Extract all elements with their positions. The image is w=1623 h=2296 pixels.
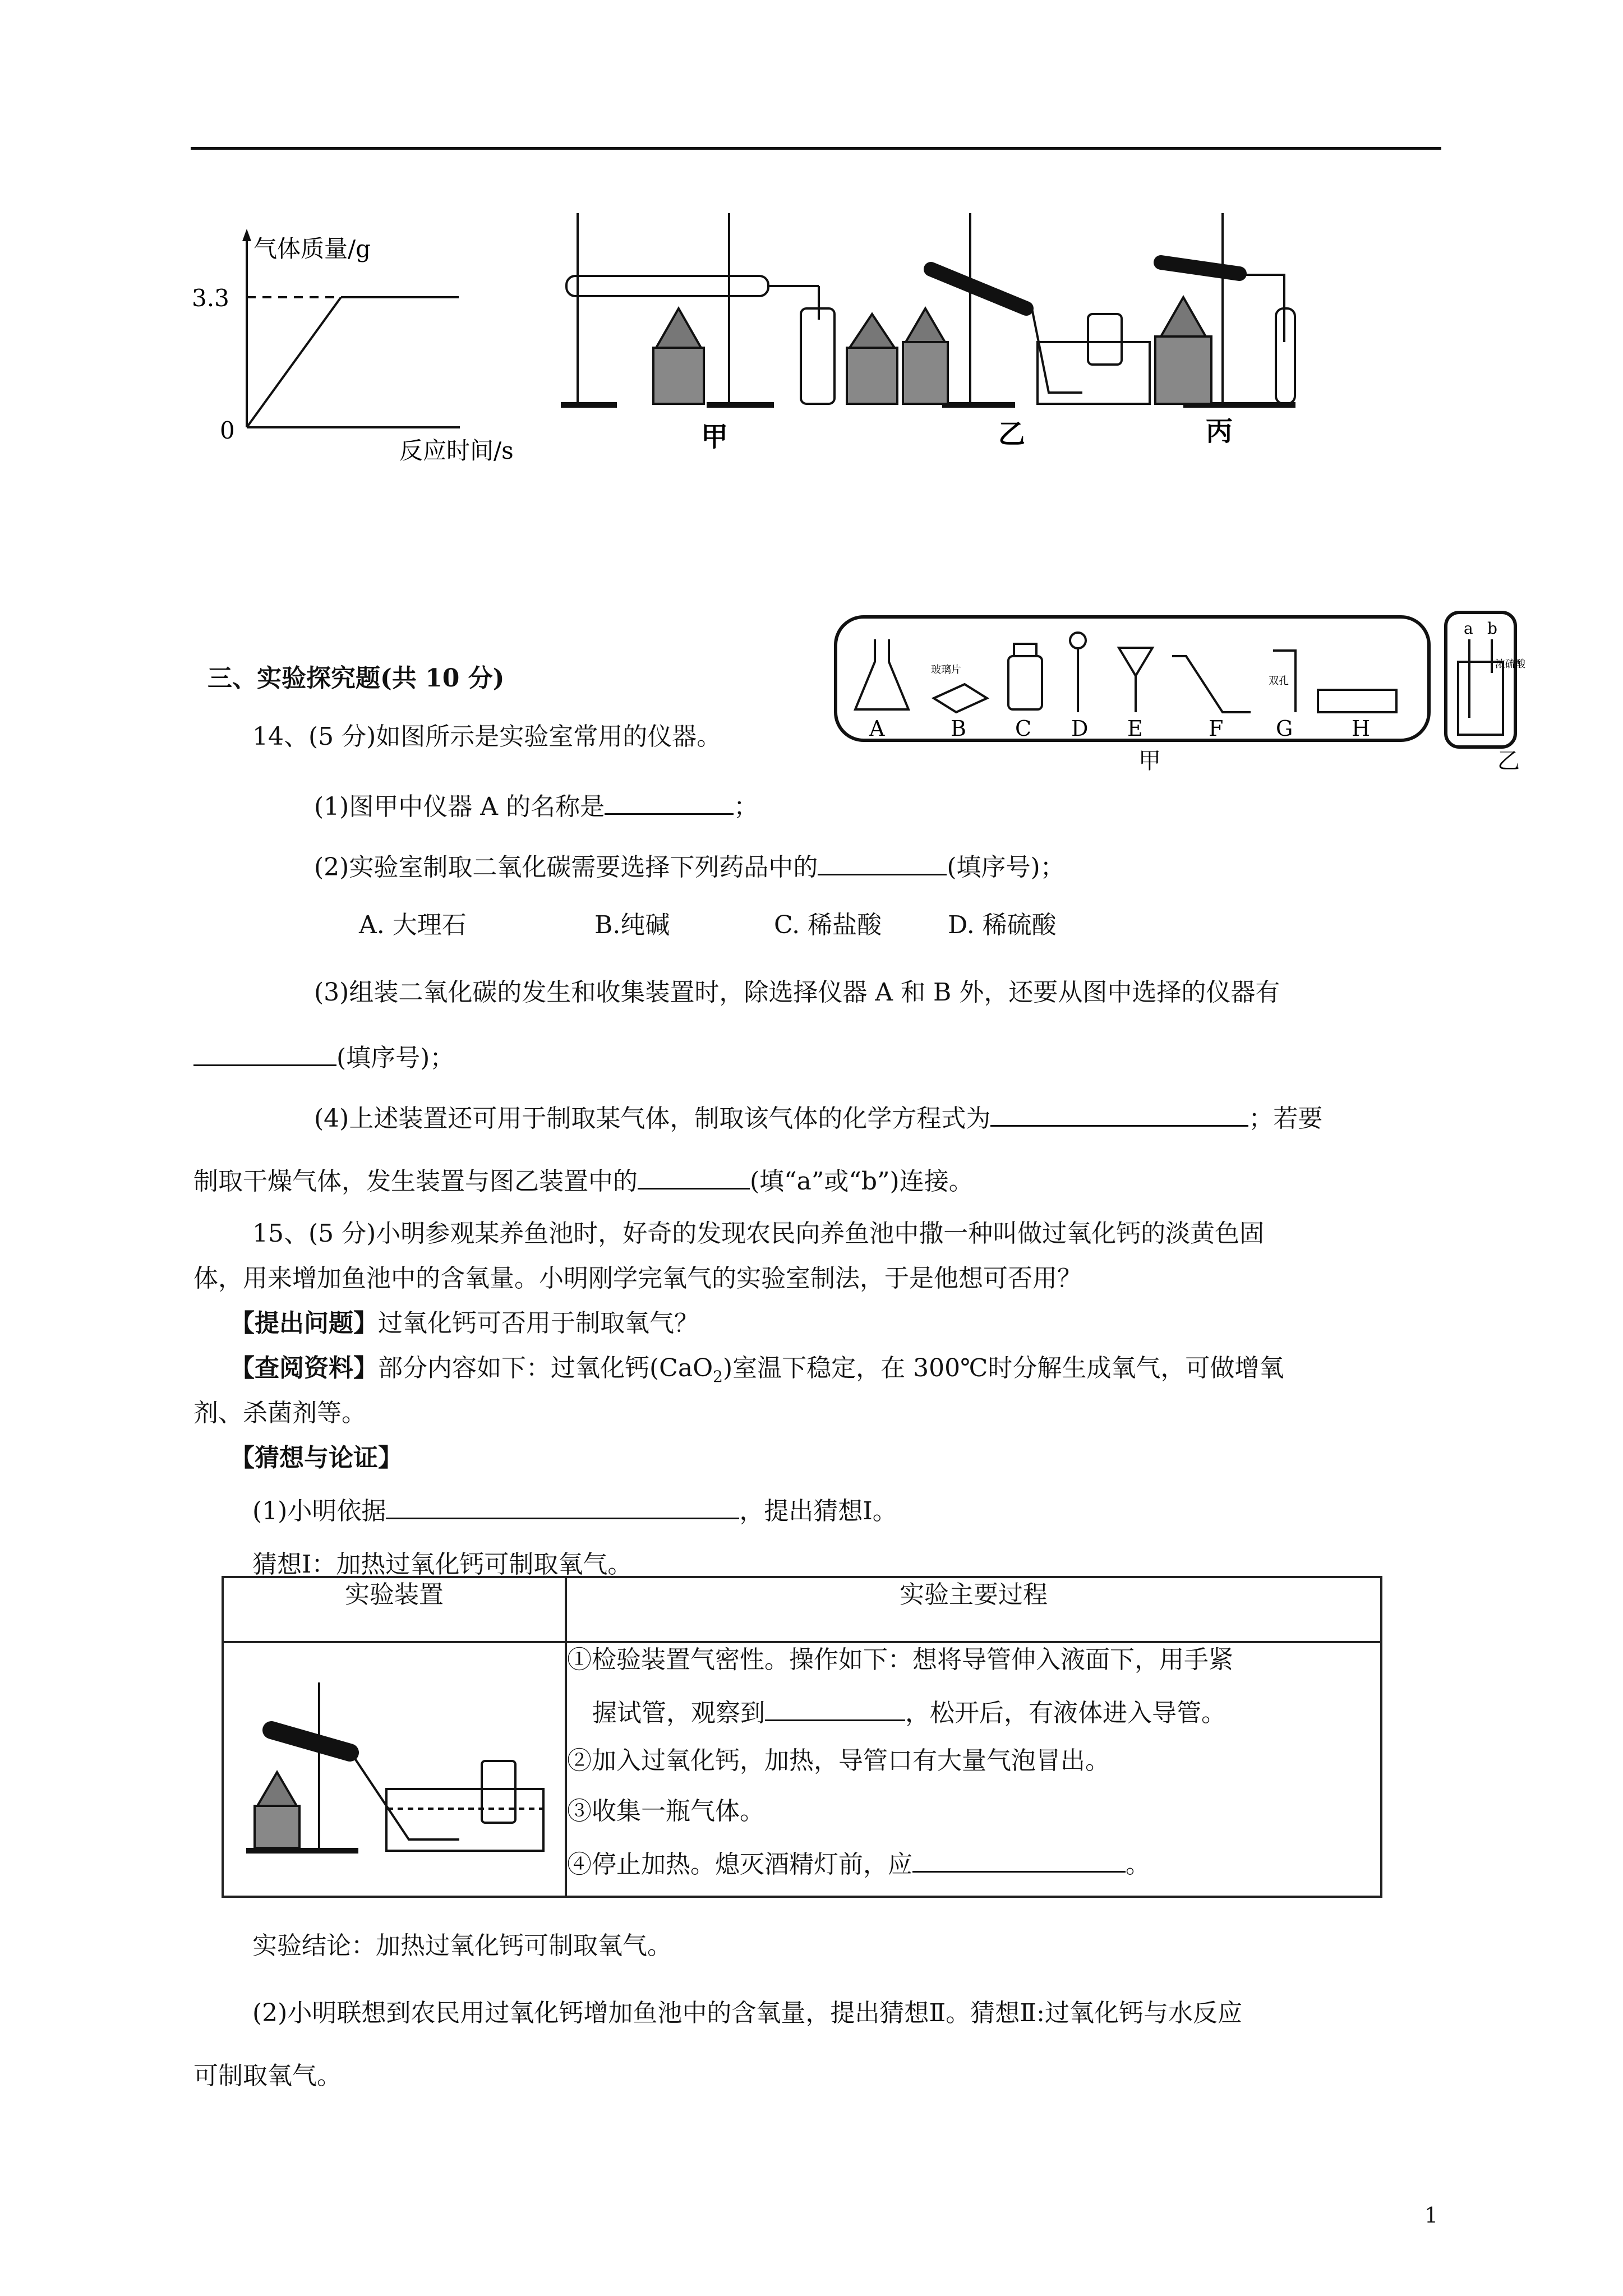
q15-basis-blank[interactable] bbox=[386, 1492, 739, 1519]
step4-prefix: ④停止加热。熄灭酒精灯前，应 bbox=[567, 1850, 912, 1879]
step1-suffix: ，松开后，有液体进入导管。 bbox=[905, 1699, 1226, 1727]
q14-part1-blank[interactable] bbox=[605, 787, 734, 815]
q15-info bbox=[230, 1352, 1284, 1394]
q14-part4-text: (4)上述装置还可用于制取某气体，制取该气体的化学方程式为 bbox=[314, 1104, 991, 1133]
instrument-glass-sheet: 玻璃片 bbox=[931, 664, 961, 676]
q15-basis bbox=[252, 1492, 897, 1528]
q14-part2-blank[interactable] bbox=[818, 848, 947, 875]
q15-part2-line1: (2)小明联想到农民用过氧化钙增加鱼池中的含氧量，提出猜想Ⅱ。猜想Ⅱ:过氧化钙与水反应 bbox=[252, 1999, 1242, 2027]
header-rule bbox=[191, 147, 1441, 150]
q15-hypothesis1: 猜想Ⅰ：加热过氧化钙可制取氧气。 bbox=[252, 1550, 633, 1579]
q14-part1 bbox=[314, 787, 758, 824]
instrument-label-h: H bbox=[1352, 716, 1371, 741]
q14-stem: 14、(5 分)如图所示是实验室常用的仪器。 bbox=[252, 722, 722, 751]
step4 bbox=[567, 1845, 1380, 1896]
apparatus-figure bbox=[555, 202, 1374, 460]
instrument-label-e: E bbox=[1127, 716, 1143, 741]
q15-line2: 体，用来增加鱼池中的含氧量。小明刚学完氧气的实验室制法，于是他想可否用？ bbox=[193, 1264, 1082, 1293]
q15-info-label: 【查阅资料】 bbox=[230, 1354, 378, 1382]
step1-line1: ①检验装置气密性。操作如下：想将导管伸入液面下，用手紧 bbox=[567, 1645, 1233, 1674]
q14-part4-line2-text: 制取干燥气体，发生装置与图乙装置中的 bbox=[193, 1167, 638, 1196]
experiment-table bbox=[222, 1576, 1382, 1898]
instrument-group-jia: 甲 bbox=[1138, 748, 1161, 774]
q15-info-text-a: 部分内容如下：过氧化钙(CaO bbox=[378, 1354, 713, 1382]
q15-question-text: 过氧化钙可否用于制取氧气？ bbox=[378, 1309, 699, 1338]
q15-basis-prefix: (1)小明依据 bbox=[252, 1497, 386, 1525]
gas-mass-graph bbox=[191, 224, 550, 471]
q14-part4-line1 bbox=[314, 1099, 1322, 1136]
table-header-apparatus: 实验装置 bbox=[223, 1577, 566, 1642]
q15-conclusion: 实验结论：加热过氧化钙可制取氧气。 bbox=[252, 1931, 672, 1960]
step4-suffix: 。 bbox=[1126, 1850, 1150, 1879]
q14-part4-line2-end: (填“a”或“b”)连接。 bbox=[750, 1167, 974, 1196]
instrument-port-b: b bbox=[1487, 619, 1497, 638]
instrument-label-d: D bbox=[1071, 716, 1089, 741]
q14-part4-line2 bbox=[193, 1162, 974, 1198]
instrument-label-a: A bbox=[869, 716, 885, 741]
q15-line1: 15、(5 分)小明参观某养鱼池时，好奇的发现农民向养鱼池中撒一种叫做过氧化钙的淡黄色固 bbox=[252, 1219, 1265, 1248]
graph-y-tick: 3.3 bbox=[192, 284, 229, 312]
table-header-process: 实验主要过程 bbox=[566, 1577, 1381, 1642]
experiment-apparatus-diagram bbox=[224, 1643, 560, 1884]
step1-observation-blank[interactable] bbox=[765, 1694, 905, 1721]
step1-line2 bbox=[567, 1694, 1380, 1744]
q14-part2 bbox=[314, 848, 1065, 884]
q15-question bbox=[230, 1307, 699, 1340]
q14-part3-line2 bbox=[193, 1039, 454, 1075]
instrument-label-f: F bbox=[1209, 716, 1224, 741]
page-number: 1 bbox=[1424, 2203, 1438, 2228]
apparatus-label-yi: 乙 bbox=[998, 418, 1026, 450]
instrument-group-yi: 乙 bbox=[1497, 748, 1520, 774]
instrument-label-g: G bbox=[1276, 716, 1293, 741]
q15-part2-line2: 可制取氧气。 bbox=[193, 2062, 342, 2090]
q15-info-line2: 剂、杀菌剂等。 bbox=[193, 1399, 366, 1427]
instrument-conc-acid: 浓硫酸 bbox=[1495, 658, 1525, 670]
table-process-cell bbox=[566, 1642, 1381, 1897]
table-body-row bbox=[223, 1642, 1381, 1897]
apparatus-label-bing: 丙 bbox=[1206, 416, 1233, 447]
instrument-panel bbox=[824, 606, 1531, 774]
q15-guess-label: 【猜想与论证】 bbox=[230, 1444, 403, 1472]
graph-origin: 0 bbox=[220, 417, 235, 444]
instrument-label-b: B bbox=[951, 716, 966, 741]
q14-part1-end: ； bbox=[734, 792, 759, 821]
table-header-row bbox=[223, 1577, 1381, 1642]
q14-part1-text: (1)图甲中仪器 A 的名称是 bbox=[314, 792, 605, 821]
table-apparatus-cell bbox=[223, 1642, 566, 1897]
instrument-double-hole: 双孔 bbox=[1269, 675, 1289, 687]
q14-part3-line1: (3)组装二氧化碳的发生和收集装置时，除选择仪器 A 和 B 外，还要从图中选择的仪器有 bbox=[314, 978, 1280, 1007]
graph-ylabel: 气体质量/g bbox=[253, 235, 371, 262]
q14-part2-end: (填序号)； bbox=[947, 853, 1065, 882]
q15-info-subscript: 2 bbox=[713, 1367, 723, 1386]
section-title: 三、实验探究题(共 10 分) bbox=[208, 664, 505, 693]
q14-part4-equation-blank[interactable] bbox=[990, 1099, 1248, 1127]
step2: ②加入过氧化钙，加热，导管口有大量气泡冒出。 bbox=[567, 1746, 1110, 1775]
q14-part3-end: (填序号)； bbox=[336, 1044, 455, 1072]
step4-blank[interactable] bbox=[912, 1845, 1126, 1873]
q14-part2-text: (2)实验室制取二氧化碳需要选择下列药品中的 bbox=[314, 853, 818, 882]
q14-part4-port-blank[interactable] bbox=[638, 1162, 750, 1190]
step3: ③收集一瓶气体。 bbox=[567, 1797, 764, 1825]
q14-option-c: C. 稀盐酸 bbox=[774, 911, 882, 939]
q14-option-b: B.纯碱 bbox=[594, 911, 670, 939]
q15-basis-suffix: ，提出猜想Ⅰ。 bbox=[739, 1497, 897, 1525]
instrument-port-a: a bbox=[1464, 619, 1473, 638]
graph-xlabel: 反应时间/s bbox=[399, 437, 514, 464]
instrument-label-c: C bbox=[1015, 716, 1032, 741]
q15-info-text-b: )室温下稳定，在 300℃时分解生成氧气，可做增氧 bbox=[722, 1354, 1284, 1382]
q14-option-a: A. 大理石 bbox=[359, 911, 467, 939]
q14-part4-end: ；若要 bbox=[1248, 1104, 1323, 1133]
q14-option-d: D. 稀硫酸 bbox=[948, 911, 1057, 939]
q14-part3-blank[interactable] bbox=[193, 1039, 336, 1066]
apparatus-label-jia: 甲 bbox=[701, 421, 728, 453]
step1-prefix: 握试管，观察到 bbox=[592, 1699, 765, 1727]
q15-question-label: 【提出问题】 bbox=[230, 1309, 378, 1338]
